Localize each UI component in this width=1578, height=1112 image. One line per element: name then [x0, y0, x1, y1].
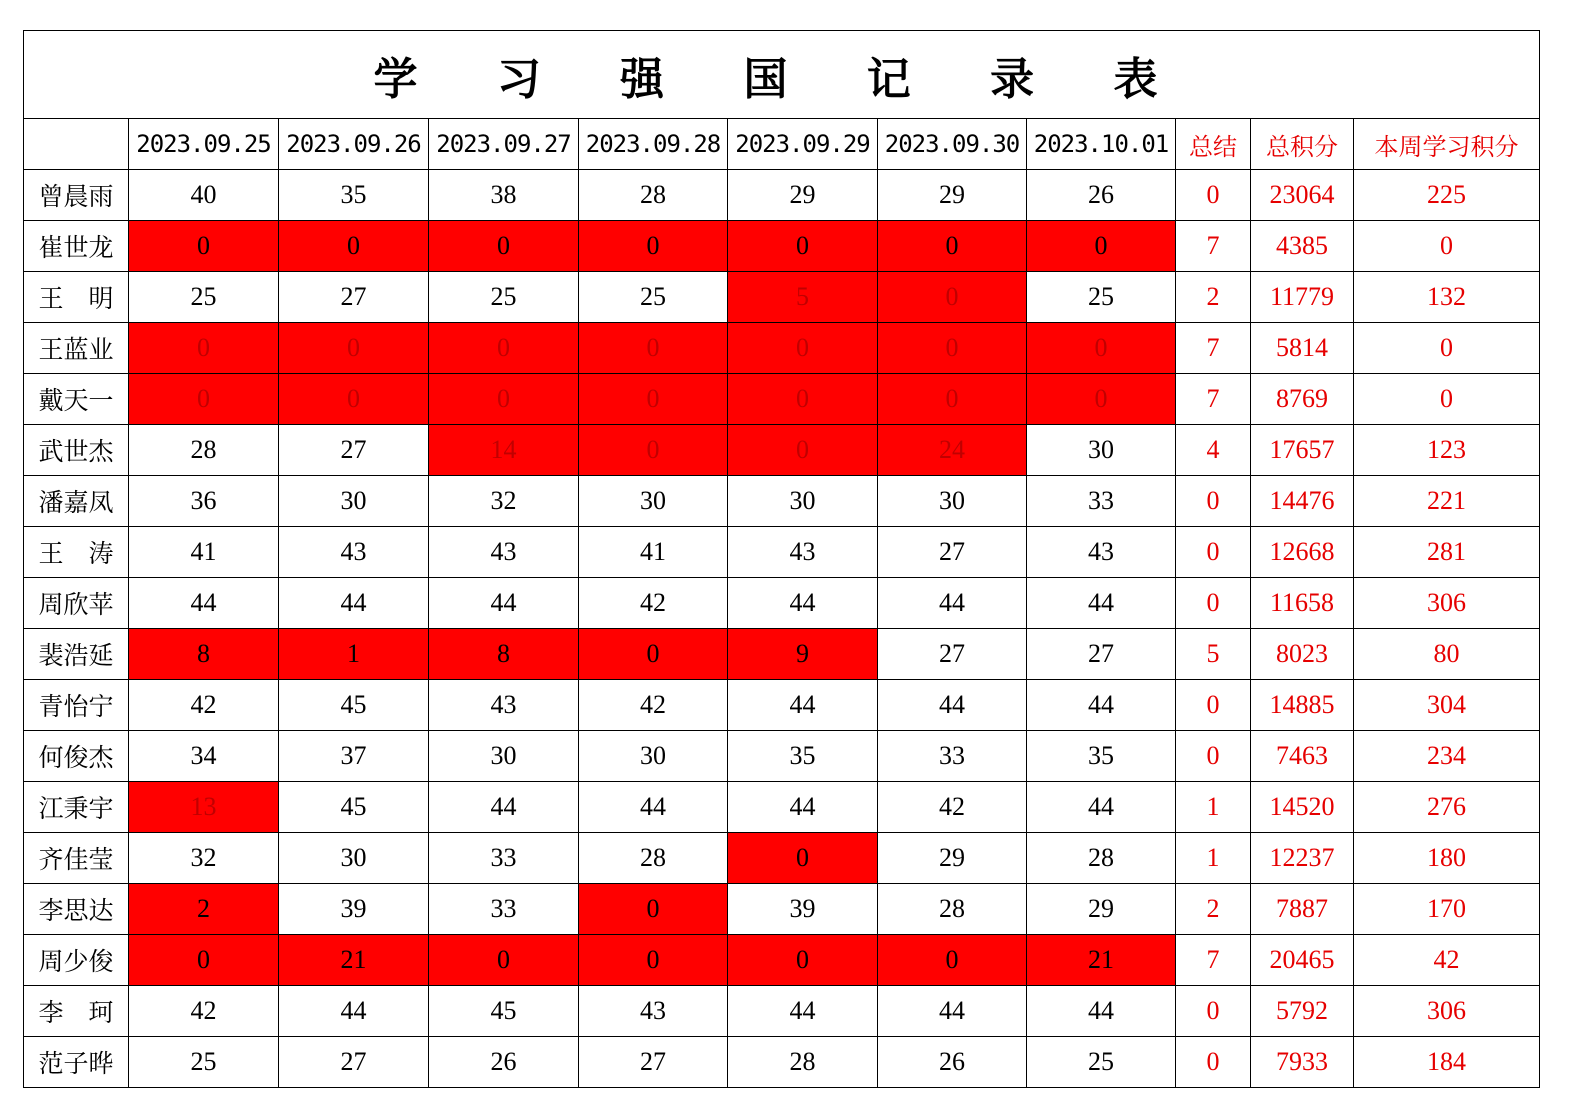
summary-cell: 0: [1176, 170, 1251, 221]
header-date: 2023.09.25: [129, 119, 279, 170]
total-cell: 23064: [1251, 170, 1354, 221]
daily-score-cell: 42: [129, 986, 279, 1037]
weekly-cell: 306: [1354, 578, 1540, 629]
daily-score-cell: 33: [429, 833, 579, 884]
person-name: 崔世龙: [24, 221, 129, 272]
person-name: 王 明: [24, 272, 129, 323]
daily-score-cell: 0: [878, 272, 1027, 323]
daily-score-cell: 0: [579, 425, 728, 476]
total-cell: 14885: [1251, 680, 1354, 731]
daily-score-cell: 0: [1027, 323, 1176, 374]
daily-score-cell: 1: [279, 629, 429, 680]
daily-score-cell: 44: [129, 578, 279, 629]
total-cell: 8023: [1251, 629, 1354, 680]
daily-score-cell: 0: [1027, 221, 1176, 272]
daily-score-cell: 0: [279, 323, 429, 374]
daily-score-cell: 26: [1027, 170, 1176, 221]
daily-score-cell: 28: [579, 833, 728, 884]
daily-score-cell: 30: [279, 476, 429, 527]
weekly-cell: 170: [1354, 884, 1540, 935]
total-cell: 7933: [1251, 1037, 1354, 1088]
daily-score-cell: 0: [878, 221, 1027, 272]
total-cell: 14520: [1251, 782, 1354, 833]
daily-score-cell: 29: [878, 170, 1027, 221]
weekly-cell: 281: [1354, 527, 1540, 578]
total-cell: 20465: [1251, 935, 1354, 986]
total-cell: 11658: [1251, 578, 1354, 629]
summary-cell: 0: [1176, 578, 1251, 629]
table-row: [24, 527, 1540, 578]
summary-cell: 7: [1176, 374, 1251, 425]
summary-cell: 7: [1176, 323, 1251, 374]
header-date: 2023.09.30: [878, 119, 1027, 170]
weekly-cell: 42: [1354, 935, 1540, 986]
daily-score-cell: 27: [878, 629, 1027, 680]
daily-score-cell: 43: [279, 527, 429, 578]
daily-score-cell: 30: [728, 476, 878, 527]
table-row: [24, 935, 1540, 986]
daily-score-cell: 30: [579, 731, 728, 782]
daily-score-cell: 28: [579, 170, 728, 221]
daily-score-cell: 24: [878, 425, 1027, 476]
daily-score-cell: 42: [878, 782, 1027, 833]
daily-score-cell: 29: [1027, 884, 1176, 935]
daily-score-cell: 36: [129, 476, 279, 527]
total-cell: 11779: [1251, 272, 1354, 323]
daily-score-cell: 44: [579, 782, 728, 833]
daily-score-cell: 0: [129, 323, 279, 374]
table-row: [24, 629, 1540, 680]
weekly-cell: 225: [1354, 170, 1540, 221]
weekly-cell: 306: [1354, 986, 1540, 1037]
daily-score-cell: 0: [728, 425, 878, 476]
daily-score-cell: 28: [878, 884, 1027, 935]
daily-score-cell: 35: [728, 731, 878, 782]
daily-score-cell: 25: [1027, 1037, 1176, 1088]
daily-score-cell: 28: [728, 1037, 878, 1088]
person-name: 武世杰: [24, 425, 129, 476]
daily-score-cell: 33: [1027, 476, 1176, 527]
daily-score-cell: 29: [728, 170, 878, 221]
person-name: 青怡宁: [24, 680, 129, 731]
daily-score-cell: 44: [728, 680, 878, 731]
title-row: [24, 31, 1540, 119]
person-name: 王蓝业: [24, 323, 129, 374]
daily-score-cell: 41: [129, 527, 279, 578]
daily-score-cell: 43: [579, 986, 728, 1037]
daily-score-cell: 27: [279, 272, 429, 323]
daily-score-cell: 27: [579, 1037, 728, 1088]
daily-score-cell: 25: [429, 272, 579, 323]
header-weekly: 本周学习积分: [1354, 119, 1540, 170]
daily-score-cell: 43: [429, 680, 579, 731]
daily-score-cell: 43: [1027, 527, 1176, 578]
daily-score-cell: 13: [129, 782, 279, 833]
daily-score-cell: 0: [129, 935, 279, 986]
daily-score-cell: 21: [279, 935, 429, 986]
daily-score-cell: 0: [878, 935, 1027, 986]
daily-score-cell: 26: [878, 1037, 1027, 1088]
total-cell: 5792: [1251, 986, 1354, 1037]
daily-score-cell: 0: [728, 323, 878, 374]
header-total: 总积分: [1251, 119, 1354, 170]
table-row: [24, 731, 1540, 782]
daily-score-cell: 43: [429, 527, 579, 578]
daily-score-cell: 43: [728, 527, 878, 578]
header-date: 2023.10.01: [1027, 119, 1176, 170]
total-cell: 12237: [1251, 833, 1354, 884]
header-blank: [24, 119, 129, 170]
table-row: [24, 986, 1540, 1037]
daily-score-cell: 8: [129, 629, 279, 680]
person-name: 潘嘉凤: [24, 476, 129, 527]
daily-score-cell: 33: [429, 884, 579, 935]
daily-score-cell: 0: [429, 221, 579, 272]
summary-cell: 0: [1176, 1037, 1251, 1088]
summary-cell: 1: [1176, 782, 1251, 833]
daily-score-cell: 0: [878, 374, 1027, 425]
weekly-cell: 123: [1354, 425, 1540, 476]
daily-score-cell: 33: [878, 731, 1027, 782]
daily-score-cell: 38: [429, 170, 579, 221]
daily-score-cell: 27: [279, 425, 429, 476]
daily-score-cell: 42: [129, 680, 279, 731]
weekly-cell: 276: [1354, 782, 1540, 833]
daily-score-cell: 44: [878, 680, 1027, 731]
weekly-cell: 180: [1354, 833, 1540, 884]
header-date: 2023.09.27: [429, 119, 579, 170]
daily-score-cell: 42: [579, 680, 728, 731]
summary-cell: 1: [1176, 833, 1251, 884]
weekly-cell: 80: [1354, 629, 1540, 680]
table-row: [24, 374, 1540, 425]
daily-score-cell: 30: [279, 833, 429, 884]
table-row: [24, 782, 1540, 833]
summary-cell: 0: [1176, 986, 1251, 1037]
daily-score-cell: 44: [1027, 986, 1176, 1037]
person-name: 王 涛: [24, 527, 129, 578]
daily-score-cell: 21: [1027, 935, 1176, 986]
table-row: [24, 1037, 1540, 1088]
daily-score-cell: 35: [279, 170, 429, 221]
daily-score-cell: 44: [429, 578, 579, 629]
study-record-table: [23, 30, 1540, 1088]
total-cell: 7887: [1251, 884, 1354, 935]
daily-score-cell: 27: [878, 527, 1027, 578]
summary-cell: 2: [1176, 272, 1251, 323]
table-row: [24, 884, 1540, 935]
weekly-cell: 184: [1354, 1037, 1540, 1088]
weekly-cell: 0: [1354, 323, 1540, 374]
table-row: [24, 476, 1540, 527]
summary-cell: 2: [1176, 884, 1251, 935]
daily-score-cell: 14: [429, 425, 579, 476]
daily-score-cell: 0: [728, 935, 878, 986]
daily-score-cell: 32: [429, 476, 579, 527]
table-row: [24, 170, 1540, 221]
daily-score-cell: 2: [129, 884, 279, 935]
daily-score-cell: 45: [279, 782, 429, 833]
daily-score-cell: 44: [1027, 578, 1176, 629]
daily-score-cell: 44: [878, 986, 1027, 1037]
daily-score-cell: 30: [1027, 425, 1176, 476]
person-name: 齐佳莹: [24, 833, 129, 884]
daily-score-cell: 28: [129, 425, 279, 476]
daily-score-cell: 39: [279, 884, 429, 935]
daily-score-cell: 30: [878, 476, 1027, 527]
daily-score-cell: 0: [728, 833, 878, 884]
daily-score-cell: 44: [728, 782, 878, 833]
person-name: 周欣苹: [24, 578, 129, 629]
daily-score-cell: 45: [429, 986, 579, 1037]
total-cell: 8769: [1251, 374, 1354, 425]
daily-score-cell: 39: [728, 884, 878, 935]
daily-score-cell: 0: [579, 221, 728, 272]
daily-score-cell: 44: [728, 986, 878, 1037]
daily-score-cell: 8: [429, 629, 579, 680]
daily-score-cell: 0: [279, 374, 429, 425]
total-cell: 4385: [1251, 221, 1354, 272]
table-row: [24, 578, 1540, 629]
summary-cell: 0: [1176, 476, 1251, 527]
daily-score-cell: 30: [579, 476, 728, 527]
daily-score-cell: 0: [429, 323, 579, 374]
daily-score-cell: 26: [429, 1037, 579, 1088]
summary-cell: 4: [1176, 425, 1251, 476]
table-title: 学 习 强 国 记 录 表: [24, 31, 1540, 119]
person-name: 周少俊: [24, 935, 129, 986]
daily-score-cell: 40: [129, 170, 279, 221]
daily-score-cell: 37: [279, 731, 429, 782]
daily-score-cell: 0: [579, 935, 728, 986]
daily-score-cell: 0: [579, 629, 728, 680]
daily-score-cell: 44: [429, 782, 579, 833]
header-date: 2023.09.26: [279, 119, 429, 170]
table-row: [24, 272, 1540, 323]
table-row: [24, 833, 1540, 884]
total-cell: 17657: [1251, 425, 1354, 476]
table-row: [24, 680, 1540, 731]
daily-score-cell: 44: [279, 578, 429, 629]
daily-score-cell: 25: [1027, 272, 1176, 323]
daily-score-cell: 41: [579, 527, 728, 578]
weekly-cell: 304: [1354, 680, 1540, 731]
person-name: 范子晔: [24, 1037, 129, 1088]
person-name: 李 珂: [24, 986, 129, 1037]
header-date: 2023.09.28: [579, 119, 728, 170]
person-name: 何俊杰: [24, 731, 129, 782]
daily-score-cell: 9: [728, 629, 878, 680]
table-row: [24, 425, 1540, 476]
daily-score-cell: 29: [878, 833, 1027, 884]
daily-score-cell: 0: [429, 374, 579, 425]
summary-cell: 7: [1176, 221, 1251, 272]
summary-cell: 0: [1176, 680, 1251, 731]
daily-score-cell: 0: [728, 221, 878, 272]
header-date: 2023.09.29: [728, 119, 878, 170]
total-cell: 14476: [1251, 476, 1354, 527]
header-summary: 总结: [1176, 119, 1251, 170]
daily-score-cell: 32: [129, 833, 279, 884]
daily-score-cell: 0: [279, 221, 429, 272]
weekly-cell: 221: [1354, 476, 1540, 527]
daily-score-cell: 5: [728, 272, 878, 323]
total-cell: 5814: [1251, 323, 1354, 374]
daily-score-cell: 0: [728, 374, 878, 425]
summary-cell: 0: [1176, 527, 1251, 578]
daily-score-cell: 42: [579, 578, 728, 629]
weekly-cell: 234: [1354, 731, 1540, 782]
table-row: [24, 323, 1540, 374]
daily-score-cell: 0: [129, 221, 279, 272]
summary-cell: 5: [1176, 629, 1251, 680]
daily-score-cell: 25: [579, 272, 728, 323]
daily-score-cell: 27: [279, 1037, 429, 1088]
person-name: 李思达: [24, 884, 129, 935]
weekly-cell: 132: [1354, 272, 1540, 323]
weekly-cell: 0: [1354, 374, 1540, 425]
daily-score-cell: 0: [579, 374, 728, 425]
daily-score-cell: 45: [279, 680, 429, 731]
daily-score-cell: 44: [279, 986, 429, 1037]
daily-score-cell: 34: [129, 731, 279, 782]
daily-score-cell: 0: [1027, 374, 1176, 425]
daily-score-cell: 0: [878, 323, 1027, 374]
daily-score-cell: 25: [129, 1037, 279, 1088]
summary-cell: 0: [1176, 731, 1251, 782]
person-name: 江秉宇: [24, 782, 129, 833]
daily-score-cell: 0: [129, 374, 279, 425]
header-row: [24, 119, 1540, 170]
daily-score-cell: 44: [1027, 680, 1176, 731]
person-name: 戴天一: [24, 374, 129, 425]
daily-score-cell: 44: [878, 578, 1027, 629]
table-row: [24, 221, 1540, 272]
daily-score-cell: 25: [129, 272, 279, 323]
daily-score-cell: 28: [1027, 833, 1176, 884]
daily-score-cell: 35: [1027, 731, 1176, 782]
daily-score-cell: 27: [1027, 629, 1176, 680]
daily-score-cell: 44: [728, 578, 878, 629]
daily-score-cell: 30: [429, 731, 579, 782]
person-name: 裴浩延: [24, 629, 129, 680]
daily-score-cell: 0: [429, 935, 579, 986]
daily-score-cell: 44: [1027, 782, 1176, 833]
summary-cell: 7: [1176, 935, 1251, 986]
total-cell: 7463: [1251, 731, 1354, 782]
total-cell: 12668: [1251, 527, 1354, 578]
daily-score-cell: 0: [579, 323, 728, 374]
daily-score-cell: 0: [579, 884, 728, 935]
person-name: 曾晨雨: [24, 170, 129, 221]
weekly-cell: 0: [1354, 221, 1540, 272]
